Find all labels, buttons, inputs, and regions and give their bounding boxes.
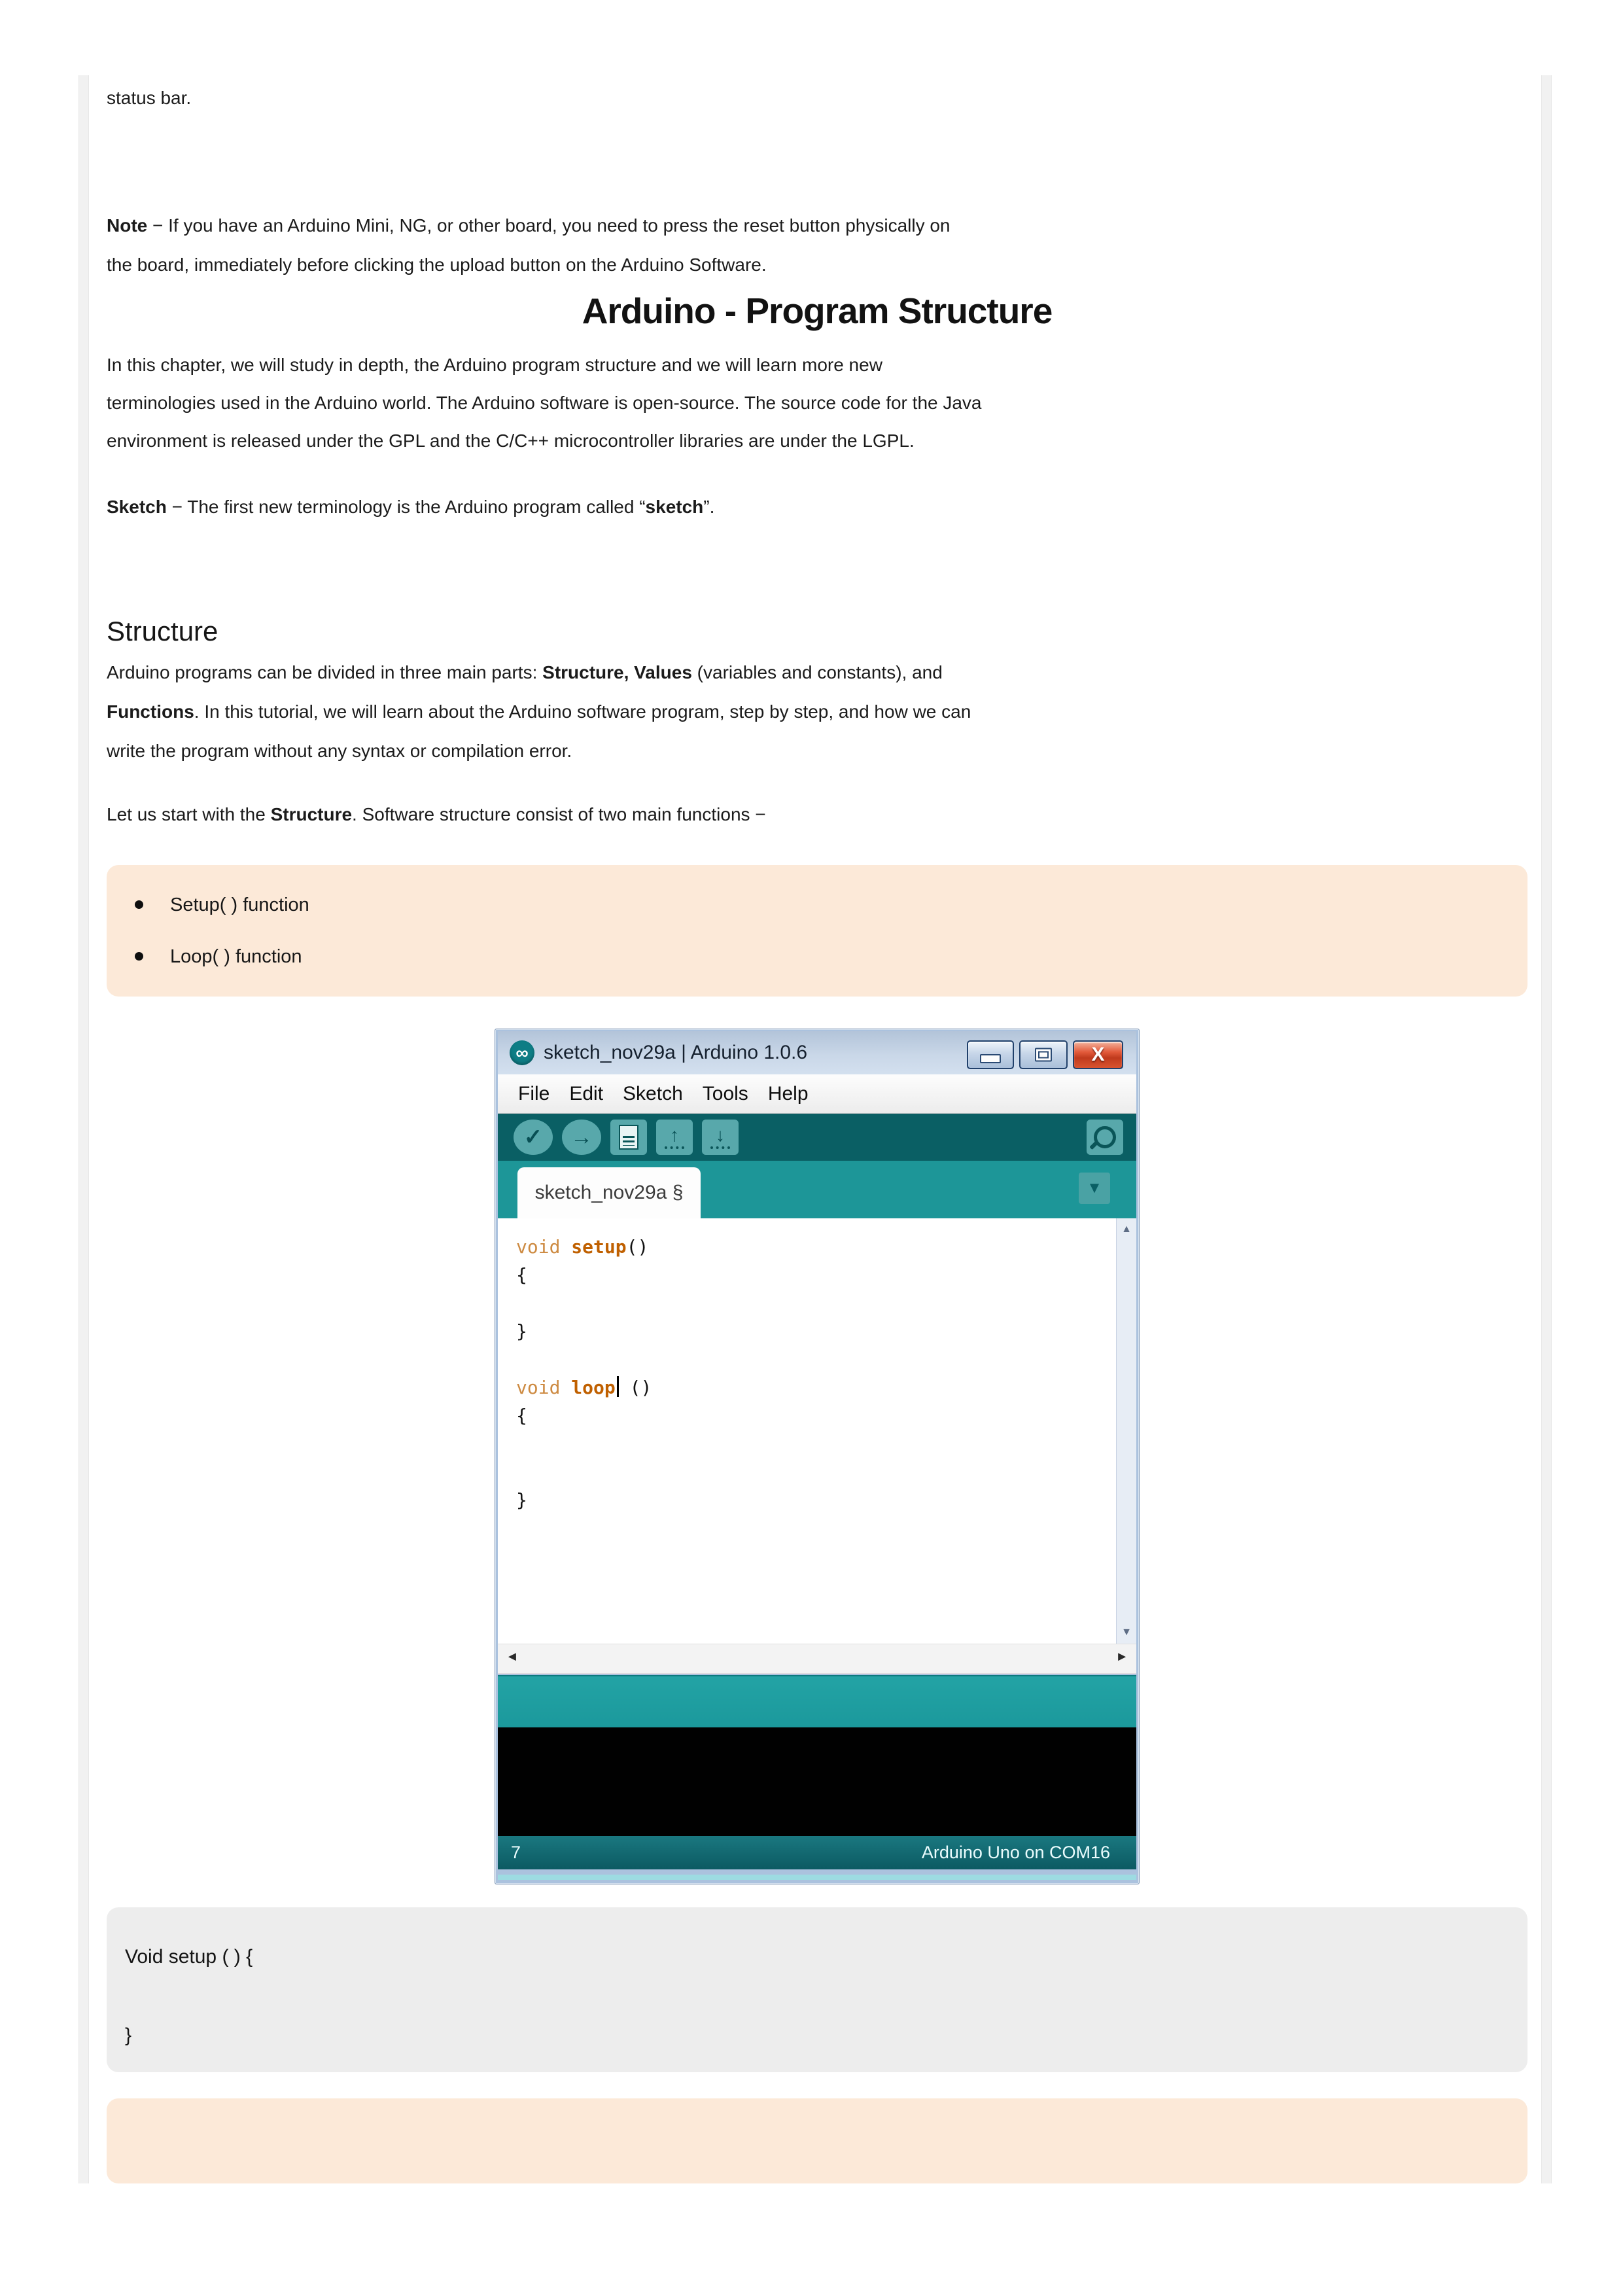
- tab-bar: [498, 1161, 1136, 1218]
- code-line: {: [516, 1405, 527, 1426]
- serial-monitor-icon: [1094, 1126, 1116, 1148]
- text-segment: (variables and constants), and: [691, 662, 943, 682]
- text-line: [107, 488, 1527, 526]
- text-segment: . In this tutorial, we will learn about the Arduino software program, step by step, and how we can: [194, 701, 971, 722]
- menu-tools[interactable]: Tools: [702, 1082, 748, 1104]
- arduino-logo-icon: ∞: [510, 1040, 534, 1065]
- new-sketch-button[interactable]: [610, 1120, 647, 1155]
- menu-edit[interactable]: Edit: [569, 1082, 604, 1104]
- text-segment: Structure, Values: [542, 662, 692, 682]
- page-title: Arduino - Program Structure: [582, 290, 1053, 331]
- code-keyword: void: [516, 1236, 572, 1258]
- text-segment: Functions: [107, 701, 194, 722]
- text-line: [107, 795, 1527, 834]
- tab-sketch-nov29a[interactable]: sketch_nov29a §: [517, 1167, 701, 1218]
- text-segment: − The first new terminology is the Arduino program called “: [166, 497, 646, 517]
- text-segment: . Software structure consist of two main functions −: [352, 804, 766, 824]
- upload-icon: →: [570, 1125, 593, 1150]
- paragraph-note: [107, 206, 1527, 285]
- text-line: [107, 653, 1527, 692]
- verify-button[interactable]: [514, 1120, 553, 1155]
- text-segment: Sketch: [107, 497, 167, 517]
- save-sketch-button[interactable]: [702, 1120, 739, 1155]
- menu-bar: [498, 1074, 1136, 1114]
- text-segment: Arduino programs can be divided in three main parts:: [107, 662, 543, 682]
- text-line: [107, 245, 1527, 285]
- upload-button[interactable]: [562, 1120, 601, 1155]
- code-line-blank: [516, 1458, 652, 1486]
- code-line: [516, 1233, 652, 1261]
- tab-menu-button[interactable]: [1079, 1173, 1110, 1204]
- section-heading-structure: Structure: [107, 615, 218, 646]
- functions-list: [107, 865, 1527, 972]
- paragraph-letus: [107, 795, 1527, 834]
- message-area: [498, 1675, 1136, 1727]
- code-parens: (): [626, 1236, 649, 1258]
- code-editor[interactable]: [516, 1233, 652, 1514]
- text-line: status bar.: [107, 88, 192, 108]
- text-line: [107, 692, 1527, 732]
- code-snippet-line: Void setup ( ) {: [125, 1946, 253, 1968]
- text-segment: Let us start with the: [107, 804, 271, 824]
- vertical-scrollbar[interactable]: [1116, 1218, 1136, 1644]
- maximize-icon: [1035, 1048, 1052, 1062]
- save-tray-icon: [710, 1146, 730, 1149]
- menu-sketch[interactable]: Sketch: [623, 1082, 683, 1104]
- verify-icon: ✓: [523, 1125, 543, 1150]
- minimize-button[interactable]: [967, 1040, 1014, 1069]
- text-segment: write the program without any syntax or compilation error.: [107, 741, 572, 761]
- text-segment: − If you have an Arduino Mini, NG, or other board, you need to press the reset button physically on: [147, 215, 951, 236]
- horizontal-scrollbar[interactable]: [498, 1644, 1136, 1674]
- text-segment: the board, immediately before clicking the upload button on the Arduino Software.: [107, 255, 767, 275]
- code-line-blank: [516, 1289, 652, 1317]
- text-line: [107, 732, 1527, 771]
- text-line: In this chapter, we will study in depth, the Arduino program structure and we will learn more new: [107, 355, 882, 375]
- scroll-left-icon[interactable]: ◄: [506, 1650, 519, 1664]
- text-segment: Note: [107, 215, 148, 236]
- code-function: setup: [571, 1236, 627, 1258]
- arduino-ide-window: [495, 1029, 1140, 1884]
- code-editor-area[interactable]: [498, 1218, 1136, 1644]
- menu-help[interactable]: Help: [767, 1082, 809, 1104]
- page-gutter-left: [79, 75, 89, 2183]
- toolbar: [498, 1114, 1136, 1161]
- code-line: [516, 1373, 652, 1402]
- text-line: environment is released under the GPL and the C/C++ microcontroller libraries are under the LGPL.: [107, 431, 915, 451]
- open-icon: ↑: [670, 1124, 679, 1145]
- code-line: }: [516, 1489, 527, 1511]
- maximize-button[interactable]: [1019, 1040, 1068, 1069]
- code-line-blank: [516, 1430, 652, 1458]
- open-tray-icon: [665, 1146, 684, 1149]
- code-function: loop: [571, 1377, 616, 1398]
- code-line: }: [516, 1320, 527, 1342]
- code-keyword: void: [516, 1377, 572, 1398]
- close-button[interactable]: [1073, 1040, 1123, 1069]
- status-board-port: Arduino Uno on COM16: [921, 1843, 1110, 1862]
- list-item: Setup( ) function: [107, 890, 1527, 920]
- menu-file[interactable]: File: [518, 1082, 550, 1104]
- paragraph-sketch: [107, 488, 1527, 526]
- status-line-number: 7: [511, 1843, 521, 1862]
- code-line-blank: [516, 1345, 652, 1373]
- scroll-down-icon[interactable]: ▼: [1121, 1627, 1132, 1638]
- paragraph-parts: [107, 653, 1527, 771]
- page-gutter-right: [1541, 75, 1552, 2183]
- text-line: [107, 206, 1527, 245]
- callout-bottom: [107, 2098, 1527, 2183]
- save-icon: ↓: [716, 1124, 725, 1145]
- text-segment: ”.: [703, 497, 715, 517]
- close-icon: X: [1091, 1044, 1105, 1065]
- text-line: terminologies used in the Arduino world. The Arduino software is open-source. The source code for the Java: [107, 393, 982, 413]
- text-segment: Structure: [270, 804, 353, 824]
- code-line: {: [516, 1264, 527, 1286]
- minimize-icon: [980, 1054, 1001, 1063]
- window-title: sketch_nov29a | Arduino 1.0.6: [544, 1042, 808, 1063]
- text-segment: sketch: [645, 497, 704, 517]
- serial-monitor-button[interactable]: [1087, 1120, 1123, 1155]
- code-snippet-line: }: [125, 2024, 132, 2046]
- callout-functions-list: [107, 865, 1527, 997]
- open-sketch-button[interactable]: [656, 1120, 693, 1155]
- code-parens: (): [618, 1377, 652, 1398]
- chevron-down-icon: ▼: [1087, 1179, 1102, 1197]
- paragraph-intro: [107, 346, 1527, 460]
- console-output: [498, 1727, 1136, 1836]
- new-document-icon: [619, 1125, 638, 1150]
- scroll-up-icon[interactable]: ▲: [1121, 1224, 1132, 1235]
- code-snippet-box: [107, 1907, 1527, 2072]
- paragraph-status-bar: [107, 79, 1527, 118]
- ide-status-bar: [498, 1836, 1136, 1869]
- list-item: Loop( ) function: [107, 942, 1527, 972]
- scroll-right-icon[interactable]: ►: [1115, 1650, 1128, 1664]
